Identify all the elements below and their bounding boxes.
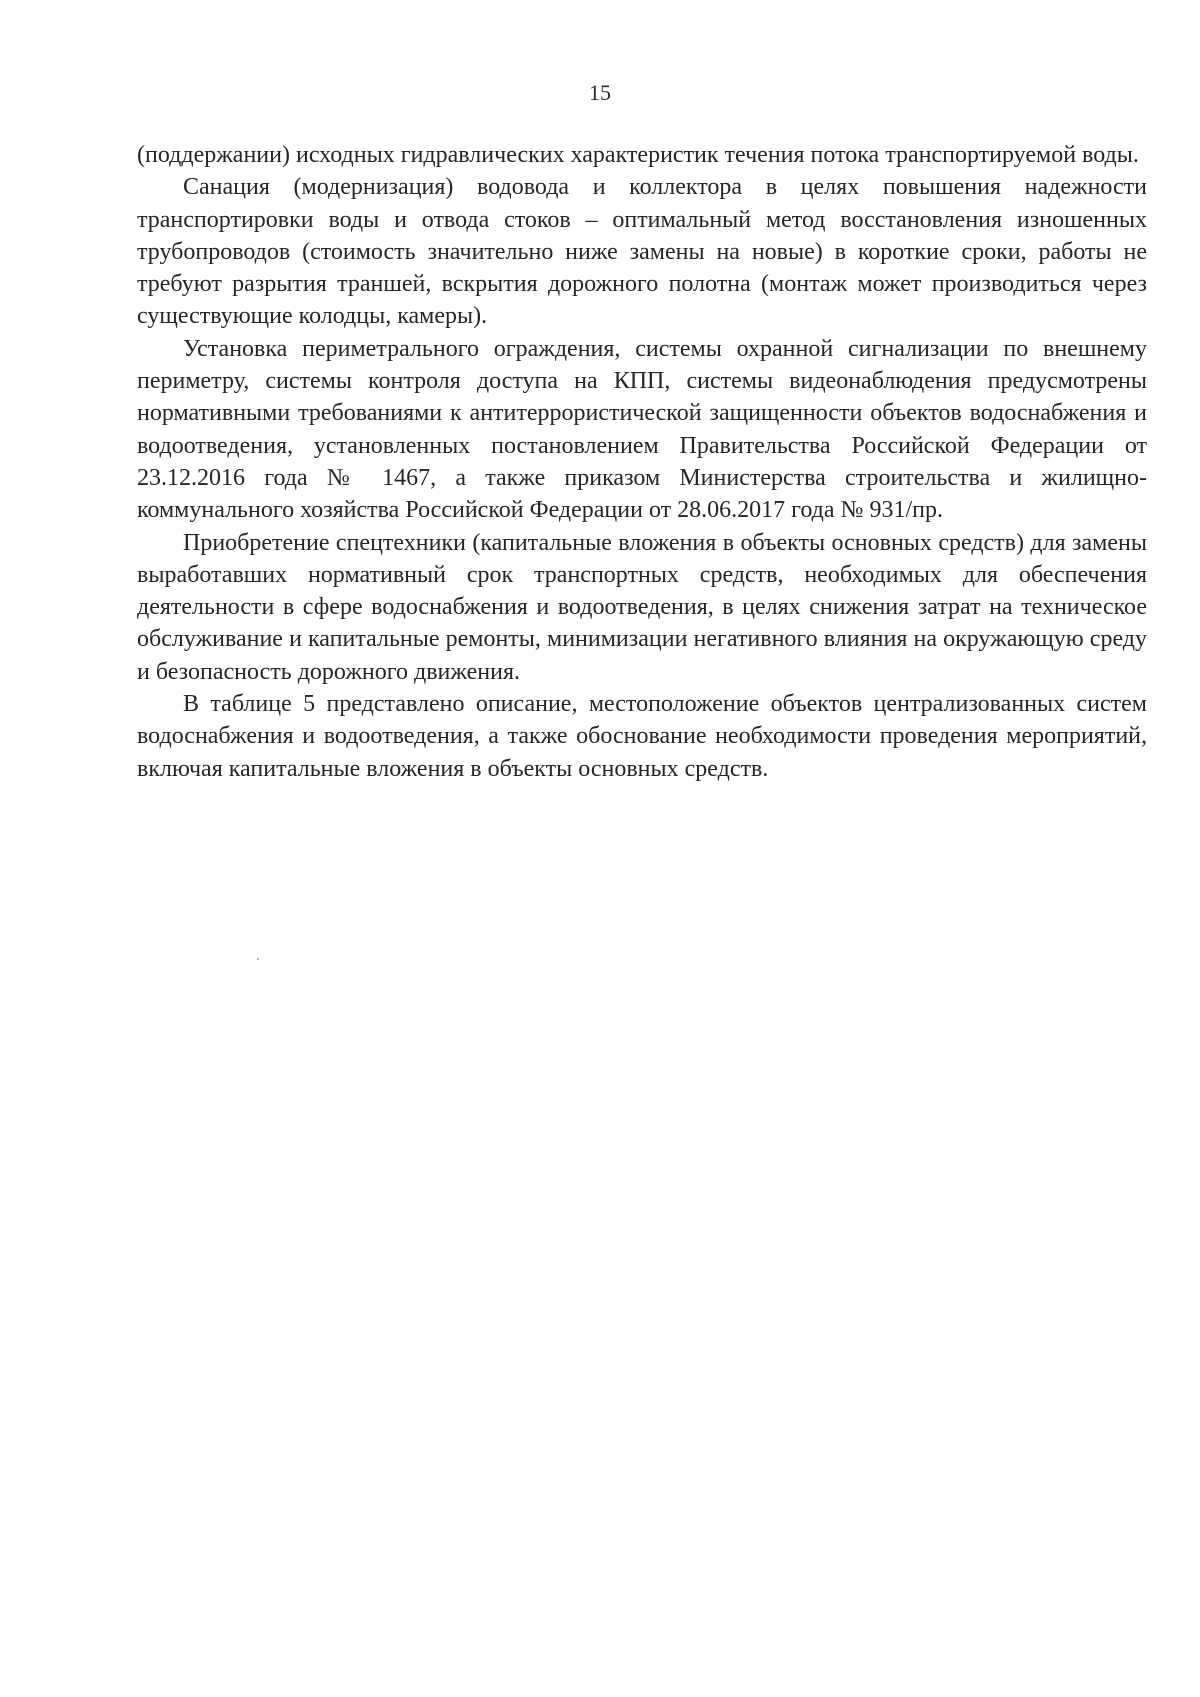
paragraph-continuation: (поддержании) исходных гидравлических характеристик течения потока транспортируемой воды.	[137, 142, 1139, 168]
paragraph-table-reference: В таблице 5 представлено описание, местоположение объектов централизованных систем водоснабжения и водоотведения, а также обоснование необходимости проведения мероприятий, включая капитальные вложения в объекты основных средств.	[137, 691, 1147, 782]
paragraph-security-installation: Установка периметрального ограждения, системы охранной сигнализации по внешнему периметру, системы контроля доступа на КПП, системы видеонаблюдения предусмотрены нормативными требованиями к антитеррористической защищенности объектов водоснабжения и водоотведения, установленных постановлением Правительства Российской Федерации от 23.12.2016 года № 1467, а также приказом Министерства строительства и жилищно-коммунального хозяйства Российской Федерации от 28.06.2017 года № 931/пр.	[137, 335, 1147, 524]
page-number: 15	[589, 80, 611, 105]
scan-speck	[257, 958, 259, 960]
paragraph-special-equipment: Приобретение спецтехники (капитальные вложения в объекты основных средств) для замены выработавших нормативный срок транспортных средств, необходимых для обеспечения деятельности в сфере водоснабжения и водоотведения, в целях снижения затрат на техническое обслуживание и капитальные ремонты, минимизации негативного влияния на окружающую среду и безопасность дорожного движения.	[137, 529, 1147, 685]
document-body	[137, 139, 1147, 785]
paragraph-sanitation: Санация (модернизация) водовода и коллектора в целях повышения надежности транспортировки воды и отвода стоков – оптимальный метод восстановления изношенных трубопроводов (стоимость значительно ниже замены на новые) в короткие сроки, работы не требуют разрытия траншей, вскрытия дорожного полотна (монтаж может производиться через существующие колодцы, камеры).	[137, 174, 1147, 330]
